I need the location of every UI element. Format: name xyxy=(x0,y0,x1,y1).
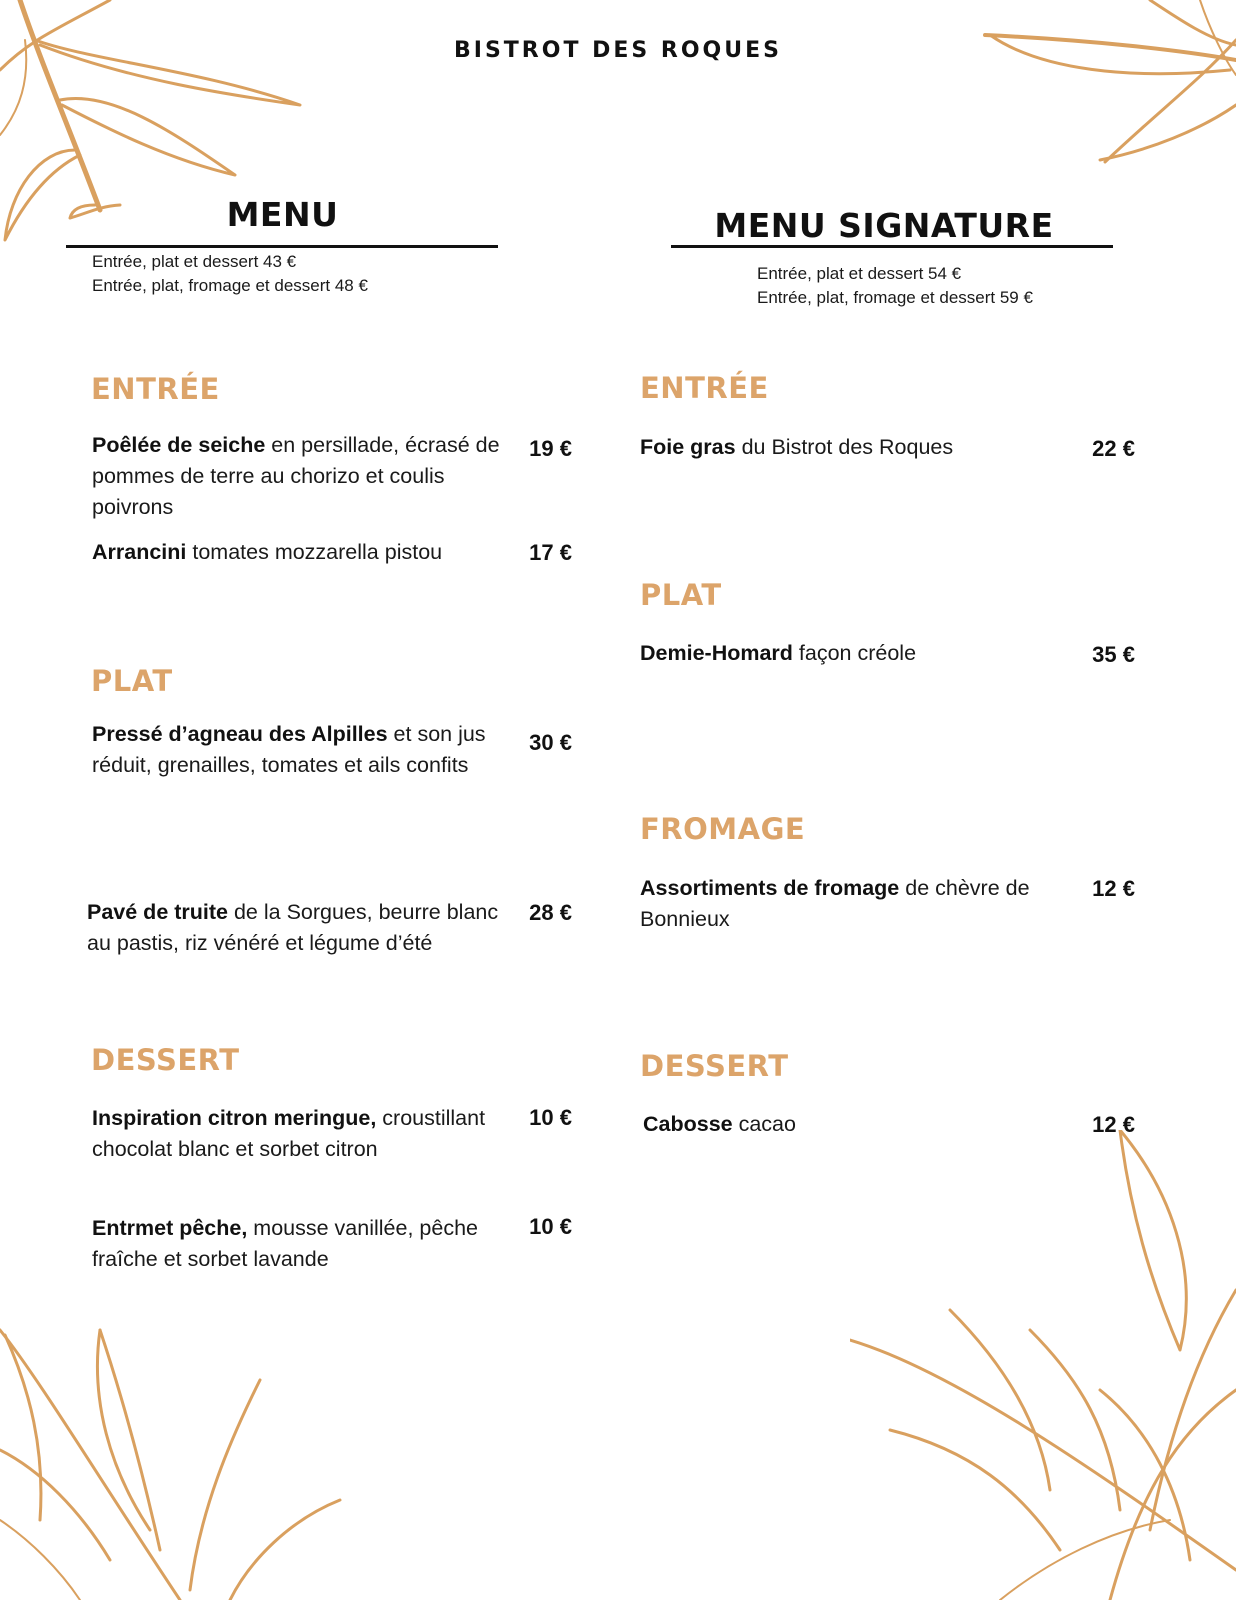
dish-description: croustillant chocolat blanc et sorbet citron xyxy=(92,1106,486,1161)
dish-description: façon créole xyxy=(792,641,917,665)
menu-signature-title-divider xyxy=(671,245,1113,248)
dish-description: tomates mozzarella pistou xyxy=(186,540,443,564)
dish-price: 19 € xyxy=(529,436,572,461)
dish-description: cacao xyxy=(732,1112,796,1136)
menu-title-divider xyxy=(66,245,498,248)
menu-signature-section-entree-title: ENTRÉE xyxy=(640,371,769,405)
dish-description: mousse vanillée, pêche fraîche et sorbet lavande xyxy=(92,1216,478,1271)
menu-signature-formula-2: Entrée, plat, fromage et dessert 59 € xyxy=(757,288,1033,307)
dish-price: 17 € xyxy=(529,540,572,565)
menu-formula-1: Entrée, plat et dessert 43 € xyxy=(92,252,297,271)
menu-title: MENU xyxy=(226,195,339,234)
menu-signature-formula-1: Entrée, plat et dessert 54 € xyxy=(757,264,962,283)
dish-price: 12 € xyxy=(1092,1112,1135,1137)
menu-section-plat-title: PLAT xyxy=(91,664,173,698)
dish-inspiration-citron xyxy=(92,1103,507,1165)
dish-price: 10 € xyxy=(529,1214,572,1239)
dish-name: Entrmet pêche, xyxy=(92,1216,248,1240)
menu-signature-title: MENU SIGNATURE xyxy=(714,206,1054,245)
dish-name: Pressé d’agneau des Alpilles xyxy=(92,722,388,746)
dish-name: Pavé de truite xyxy=(87,900,228,924)
dish-demie-homard xyxy=(640,638,1060,669)
dish-entremet-peche xyxy=(92,1213,482,1275)
dish-price: 28 € xyxy=(529,900,572,925)
dish-price: 30 € xyxy=(529,730,572,755)
dish-price: 12 € xyxy=(1092,876,1135,901)
menu-signature-formulas xyxy=(757,262,1033,310)
menu-signature-section-plat-title: PLAT xyxy=(640,578,722,612)
menu-section-entree-title: ENTRÉE xyxy=(91,372,220,406)
dish-name: Poêlée de seiche xyxy=(92,433,266,457)
menu-formula-2: Entrée, plat, fromage et dessert 48 € xyxy=(92,276,368,295)
dish-description: du Bistrot des Roques xyxy=(735,435,954,459)
dish-name: Arrancini xyxy=(92,540,187,564)
dish-name: Cabosse xyxy=(643,1112,733,1136)
dish-pave-de-truite xyxy=(87,897,507,959)
dish-poelee-de-seiche xyxy=(92,430,522,523)
dish-arrancini xyxy=(92,537,452,568)
dish-price: 22 € xyxy=(1092,436,1135,461)
dish-description: de la Sorgues, beurre blanc au pastis, riz vénéré et légume d’été xyxy=(87,900,499,955)
dish-description: de chèvre de Bonnieux xyxy=(640,876,1030,931)
dish-description: en persillade, écrasé de pommes de terre au chorizo et coulis poivrons xyxy=(92,433,500,519)
dish-price: 35 € xyxy=(1092,642,1135,667)
leaf-decoration-bottom-left-icon xyxy=(0,1320,350,1600)
dish-name: Demie-Homard xyxy=(640,641,793,665)
dish-price: 10 € xyxy=(529,1105,572,1130)
dish-description: et son jus réduit, grenailles, tomates et ails confits xyxy=(92,722,486,777)
menu-section-dessert-title: DESSERT xyxy=(91,1043,240,1077)
leaf-decoration-top-right-icon xyxy=(980,0,1236,175)
dish-name: Inspiration citron meringue, xyxy=(92,1106,377,1130)
dish-foie-gras xyxy=(640,432,1060,463)
restaurant-name: BISTROT DES ROQUES xyxy=(454,38,782,63)
dish-name: Foie gras xyxy=(640,435,736,459)
menu-formulas xyxy=(92,250,368,298)
dish-name: Assortiments de fromage xyxy=(640,876,900,900)
dish-assortiments-fromage xyxy=(640,873,1060,935)
leaf-decoration-bottom-right-icon xyxy=(850,1130,1236,1600)
dish-presse-dagneau xyxy=(92,719,487,781)
menu-signature-section-dessert-title: DESSERT xyxy=(640,1049,789,1083)
menu-signature-section-fromage-title: FROMAGE xyxy=(640,812,806,846)
dish-cabosse xyxy=(643,1109,1063,1140)
